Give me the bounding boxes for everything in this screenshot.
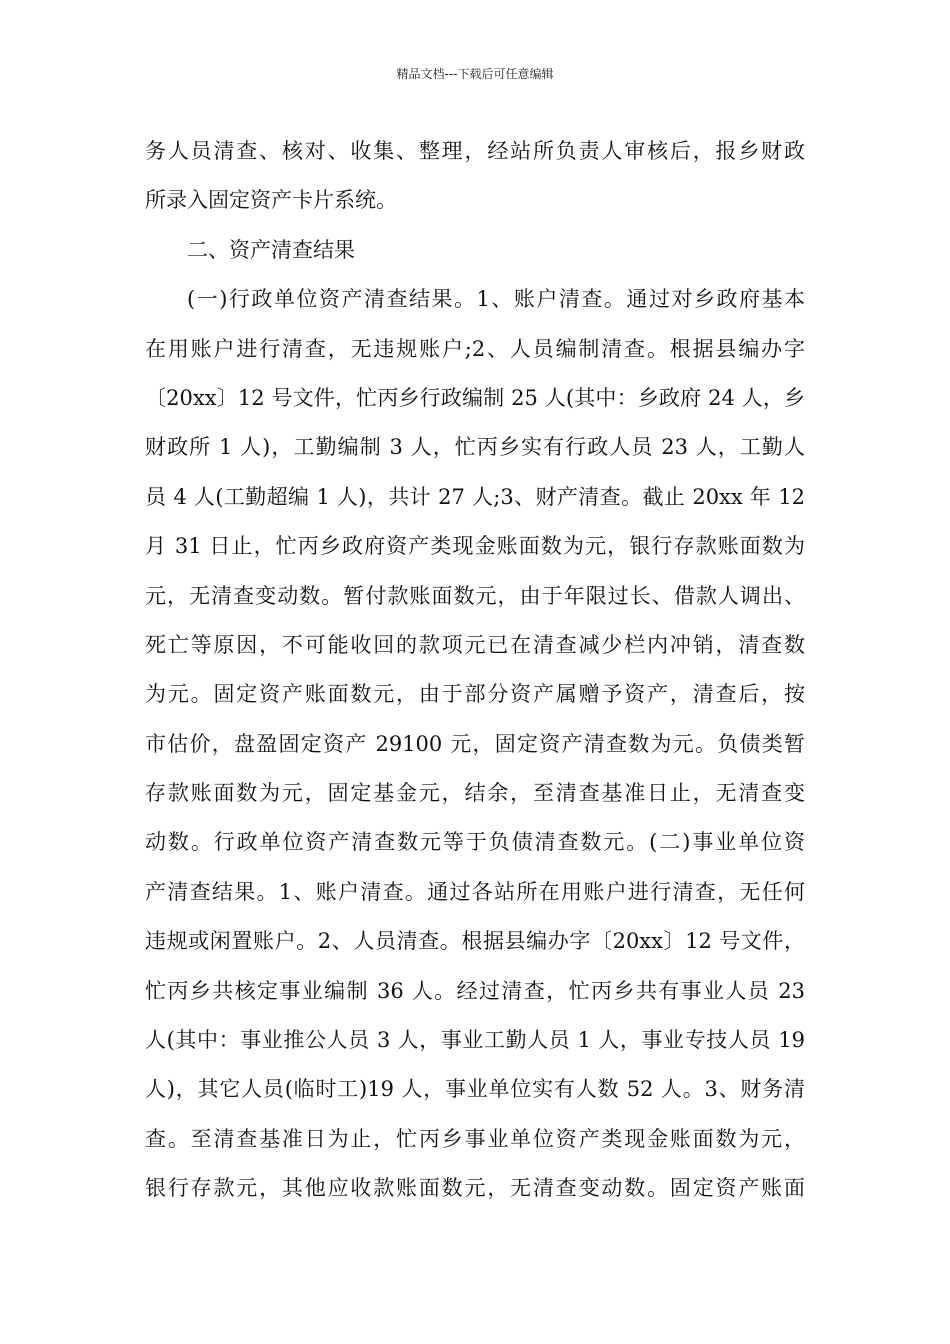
- text-line: 死亡等原因，不可能收回的款项元已在清查减少栏内冲销，清查数: [145, 632, 805, 657]
- text-line: 财政所 1 人)，工勤编制 3 人，忙丙乡实有行政人员 23 人，工勤人: [145, 435, 805, 460]
- text-line: 月 31 日止，忙丙乡政府资产类现金账面数为元，银行存款账面数为: [145, 534, 805, 559]
- text-line: 员 4 人(工勤超编 1 人)，共计 27 人;3、财产清查。截止 20xx 年 12: [145, 484, 805, 509]
- text-line: 为元。固定资产账面数元，由于部分资产属赠予资产，清查后，按: [145, 682, 805, 707]
- text-line: 存款账面数为元，固定基金元，结余，至清查基准日止，无清查变: [145, 781, 805, 806]
- page-header: 精品文档---下载后可任意编辑: [396, 67, 554, 81]
- text-line: 产清查结果。1、账户清查。通过各站所在用账户进行清查，无任何: [145, 879, 805, 904]
- text-line: 人)，其它人员(临时工)19 人，事业单位实有人数 52 人。3、财务清: [145, 1077, 805, 1102]
- text-line: 务人员清查、核对、收集、整理，经站所负责人审核后，报乡财政: [145, 139, 805, 163]
- text-line: 在用账户进行清查，无违规账户;2、人员编制清查。根据县编办字: [145, 336, 805, 361]
- text-line: 所录入固定资产卡片系统。: [145, 188, 397, 213]
- document-body: [145, 127, 805, 1214]
- text-line: 人(其中：事业推公人员 3 人，事业工勤人员 1 人，事业专技人员 19: [145, 1028, 805, 1053]
- text-line: 查。至清查基准日为止，忙丙乡事业单位资产类现金账面数为元，: [145, 1126, 805, 1151]
- text-line: (一)行政单位资产清查结果。1、账户清查。通过对乡政府基本: [187, 287, 805, 312]
- text-line: 忙丙乡共核定事业编制 36 人。经过清查，忙丙乡共有事业人员 23: [145, 978, 805, 1003]
- text-line: 违规或闲置账户。2、人员清查。根据县编办字〔20xx〕12 号文件，: [145, 929, 805, 954]
- text-line: 银行存款元，其他应收款账面数元，无清查变动数。固定资产账面: [145, 1176, 805, 1201]
- text-line: 动数。行政单位资产清查数元等于负债清查数元。(二)事业单位资: [145, 830, 805, 855]
- text-line: 元，无清查变动数。暂付款账面数元，由于年限过长、借款人调出、: [145, 583, 805, 608]
- section-heading: 二、资产清查结果: [187, 237, 355, 262]
- text-line: 市估价，盘盈固定资产 29100 元，固定资产清查数为元。负债类暂: [145, 731, 805, 756]
- text-line: 〔20xx〕12 号文件，忙丙乡行政编制 25 人(其中：乡政府 24 人，乡: [145, 385, 805, 410]
